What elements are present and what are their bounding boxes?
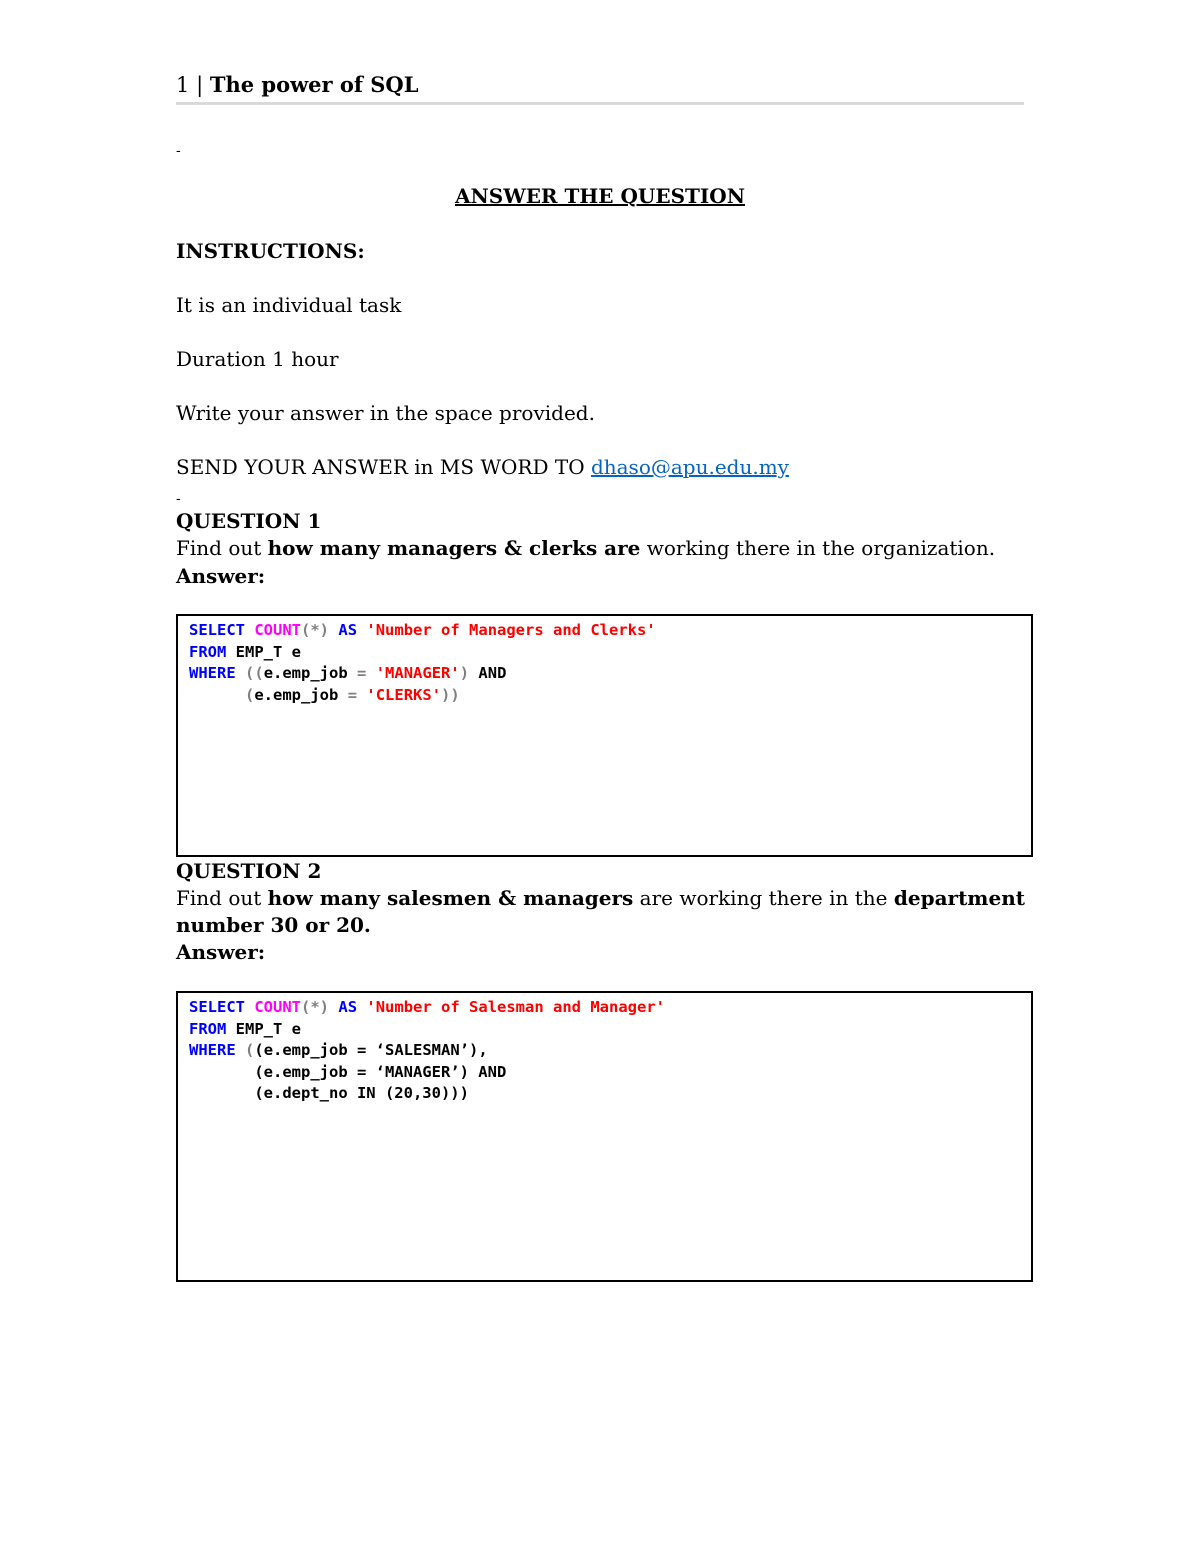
answer-1-code: SELECT COUNT(*) AS 'Number of Managers and Clerks' FROM EMP_T e WHERE ((e.emp_job = 'MANAGER') AND (e.emp_job = 'CLERKS')) bbox=[189, 621, 656, 704]
question-1-answer-label: Answer: bbox=[176, 564, 266, 588]
q2-text-part2: are working there in the bbox=[639, 886, 888, 910]
question-2-text bbox=[176, 885, 1025, 911]
page-header bbox=[176, 72, 1024, 105]
header-title: The power of SQL bbox=[209, 72, 419, 97]
instruction-item: It is an individual task bbox=[176, 293, 402, 317]
header-text bbox=[176, 72, 418, 98]
q2-text-part1: Find out bbox=[176, 886, 262, 910]
send-instruction bbox=[176, 454, 789, 480]
dash-marker: - bbox=[176, 491, 181, 507]
header-separator: | bbox=[196, 73, 204, 97]
q1-text-bold: how many managers & clerks are bbox=[267, 536, 641, 560]
q2-text-bold1: how many salesmen & managers bbox=[267, 886, 634, 910]
question-2-title: QUESTION 2 bbox=[176, 859, 322, 883]
page-number: 1 bbox=[176, 73, 190, 97]
dash-marker: - bbox=[176, 143, 181, 159]
answer-2-box[interactable] bbox=[176, 991, 1033, 1282]
page-heading: ANSWER THE QUESTION bbox=[454, 184, 745, 208]
instructions-label: INSTRUCTIONS: bbox=[176, 239, 365, 263]
answer-2-code: SELECT COUNT(*) AS 'Number of Salesman and Manager' FROM EMP_T e WHERE ((e.emp_job = ‘SALESMAN’), (e.emp_job = ‘MANAGER’) AND (e.dept_no IN (20,30))) bbox=[189, 998, 665, 1103]
email-link[interactable]: dhaso@apu.edu.my bbox=[590, 455, 789, 479]
q1-text-part1: Find out bbox=[176, 536, 262, 560]
q1-text-part2: working there in the organization. bbox=[646, 536, 996, 560]
instruction-item: Write your answer in the space provided. bbox=[176, 401, 595, 425]
question-2-text-line2: number 30 or 20. bbox=[176, 913, 371, 937]
question-2-answer-label: Answer: bbox=[176, 940, 266, 964]
send-text: SEND YOUR ANSWER in MS WORD TO bbox=[176, 455, 585, 479]
answer-1-box[interactable] bbox=[176, 614, 1033, 857]
question-1-title: QUESTION 1 bbox=[176, 509, 322, 533]
q2-text-bold2: department bbox=[893, 886, 1025, 910]
question-1-text bbox=[176, 535, 995, 561]
instruction-item: Duration 1 hour bbox=[176, 347, 339, 371]
